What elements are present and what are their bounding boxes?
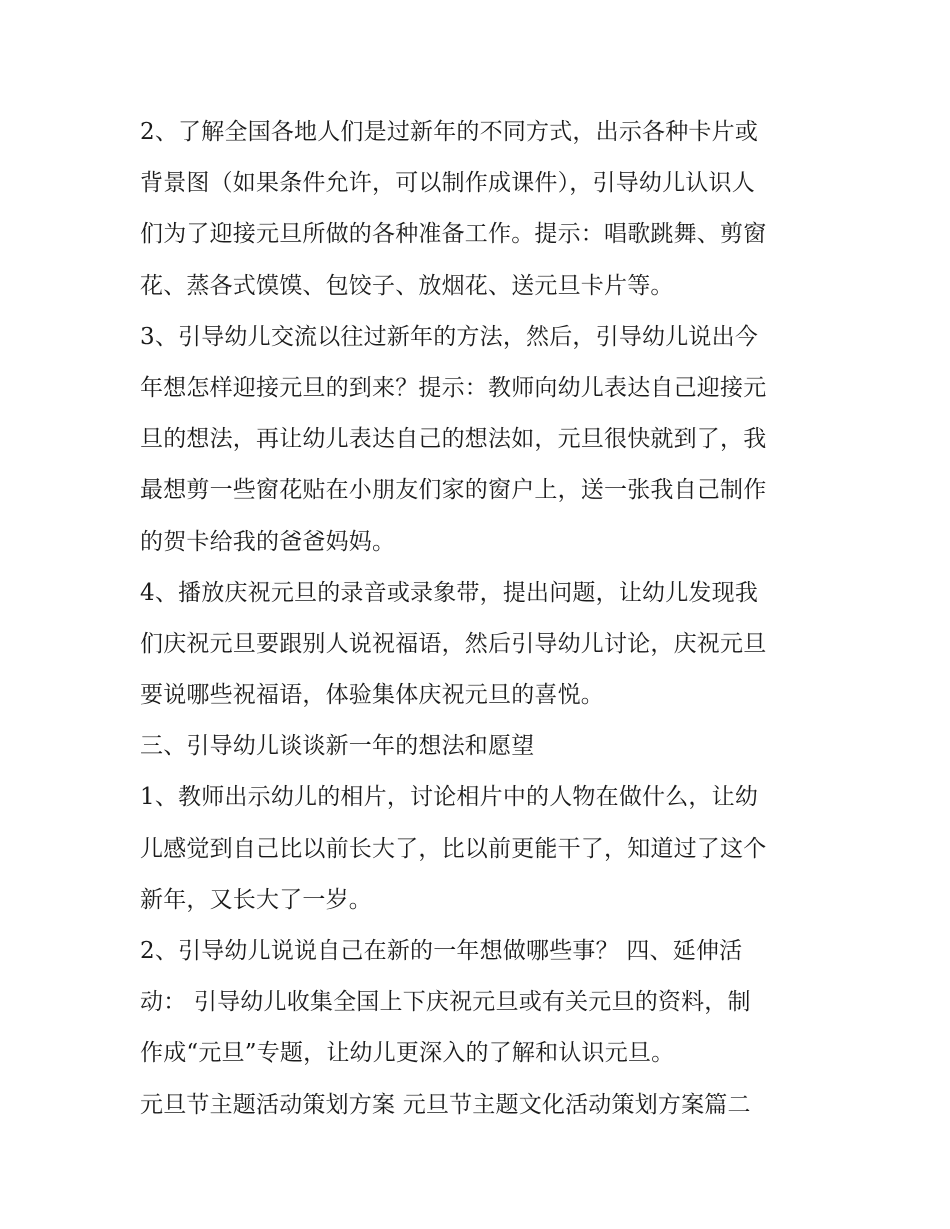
text-line: 2、了解全国各地人们是过新年的不同方式，出示各种卡片或 (140, 119, 759, 145)
document-title-line: 元旦节主题活动策划方案 元旦节主题文化活动策划方案篇二 (140, 1091, 751, 1118)
text-line: 动： 引导幼儿收集全国上下庆祝元旦或有关元旦的资料，制 (140, 989, 751, 1016)
text-line: 年想怎样迎接元旦的到来？提示：教师向幼儿表达自己迎接元 (140, 374, 767, 401)
text-line: 最想剪一些窗花贴在小朋友们家的窗户上，送一张我自己制作 (140, 477, 767, 504)
text-line: 2、引导幼儿说说自己在新的一年想做哪些事？ 四、延伸活 (140, 938, 743, 964)
text-line: 4、播放庆祝元旦的录音或录象带，提出问题，让幼儿发现我 (140, 579, 759, 606)
document-body (140, 107, 820, 1131)
text-line: 们庆祝元旦要跟别人说祝福语，然后引导幼儿讨论，庆祝元旦 (140, 630, 767, 657)
text-line: 的贺卡给我的爸爸妈妈。 (140, 528, 396, 555)
text-line: 花、蒸各式馍馍、包饺子、放烟花、送元旦卡片等。 (140, 272, 674, 299)
text-line: 1、教师出示幼儿的相片，讨论相片中的人物在做什么，让幼 (140, 784, 759, 811)
text-line: 旦的想法，再让幼儿表达自己的想法如，元旦很快就到了，我 (140, 426, 767, 453)
section-heading: 三、引导幼儿谈谈新一年的想法和愿望 (140, 733, 535, 760)
text-line: 们为了迎接元旦所做的各种准备工作。提示：唱歌跳舞、剪窗 (140, 221, 767, 248)
text-line: 要说哪些祝福语，体验集体庆祝元旦的喜悦。 (140, 682, 604, 709)
text-line: 作成“元旦”专题，让幼儿更深入的了解和认识元旦。 (140, 1040, 675, 1067)
text-line: 背景图（如果条件允许，可以制作成课件），引导幼儿认识人 (140, 170, 755, 197)
text-line: 儿感觉到自己比以前长大了，比以前更能干了，知道过了这个 (140, 835, 767, 862)
text-line: 新年，又长大了一岁。 (140, 886, 372, 913)
text-line: 3、引导幼儿交流以往过新年的方法，然后，引导幼儿说出今 (140, 323, 759, 350)
